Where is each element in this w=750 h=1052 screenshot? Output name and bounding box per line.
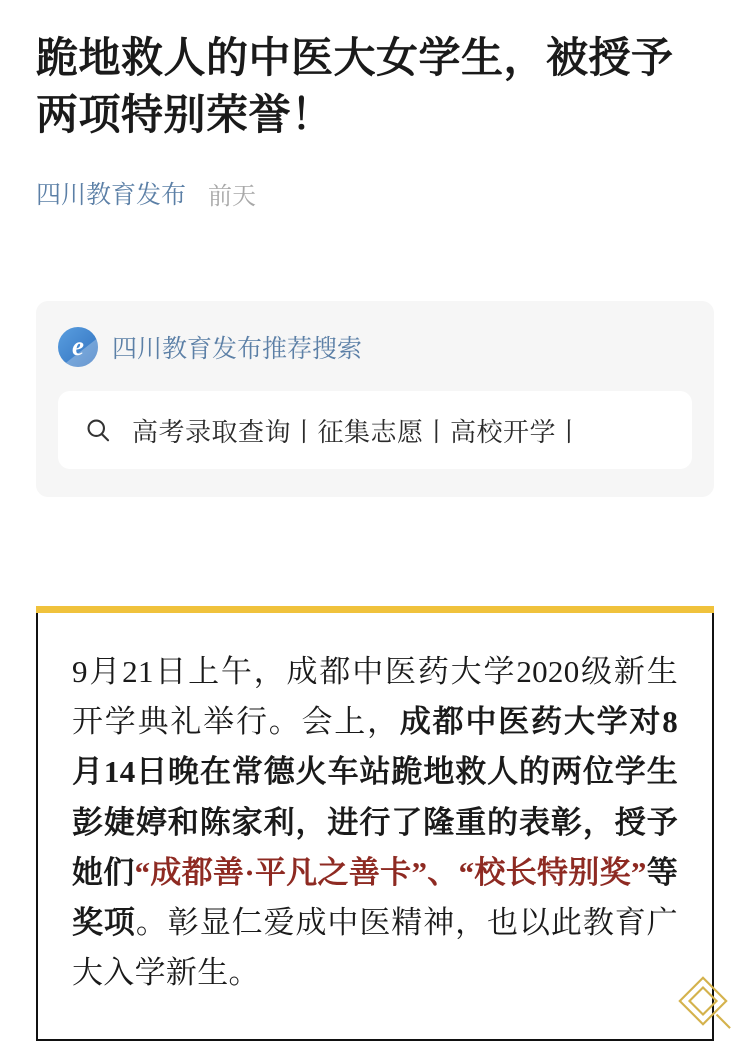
byline <box>36 175 714 211</box>
quote-segment: “成都善·平凡之善卡”、“校长特别奖” <box>134 854 647 890</box>
search-terms-text[interactable]: 高考录取查询丨征集志愿丨高校开学丨 <box>132 416 583 447</box>
recommended-search-header <box>58 327 692 367</box>
article-timestamp: 前天 <box>208 182 257 210</box>
quote-text <box>72 647 678 999</box>
logo-letter: e <box>72 330 84 361</box>
quote-block <box>36 606 714 1041</box>
quote-box <box>36 613 714 1041</box>
search-input[interactable] <box>58 391 692 469</box>
search-icon <box>84 416 112 444</box>
quote-segment: 。彰显仁爱成中医精神，也以此教育广大入学新生。 <box>72 905 678 991</box>
baidu-logo-icon <box>58 327 98 367</box>
quote-segment: 成都中医药大学对8月14日晚在常德火车站跪地救人的两位学生彭婕婷和陈家利，进行了隆重的表彰，授予她们 <box>72 704 678 890</box>
quote-segment: 9月21日上午，成都中医药大学2020级新生开学典礼举行。会上， <box>72 654 678 740</box>
quote-segment: 等奖项 <box>72 854 678 941</box>
recommended-search-title: 四川教育发布推荐搜索 <box>112 335 363 364</box>
diamond-ornament-icon <box>674 972 732 1030</box>
article-source-link[interactable]: 四川教育发布 <box>36 181 187 210</box>
quote-top-bar <box>36 606 714 613</box>
page-title: 跪地救人的中医大女学生，被授予两项特别荣誉！ <box>36 34 674 138</box>
recommended-search-card <box>36 301 714 497</box>
